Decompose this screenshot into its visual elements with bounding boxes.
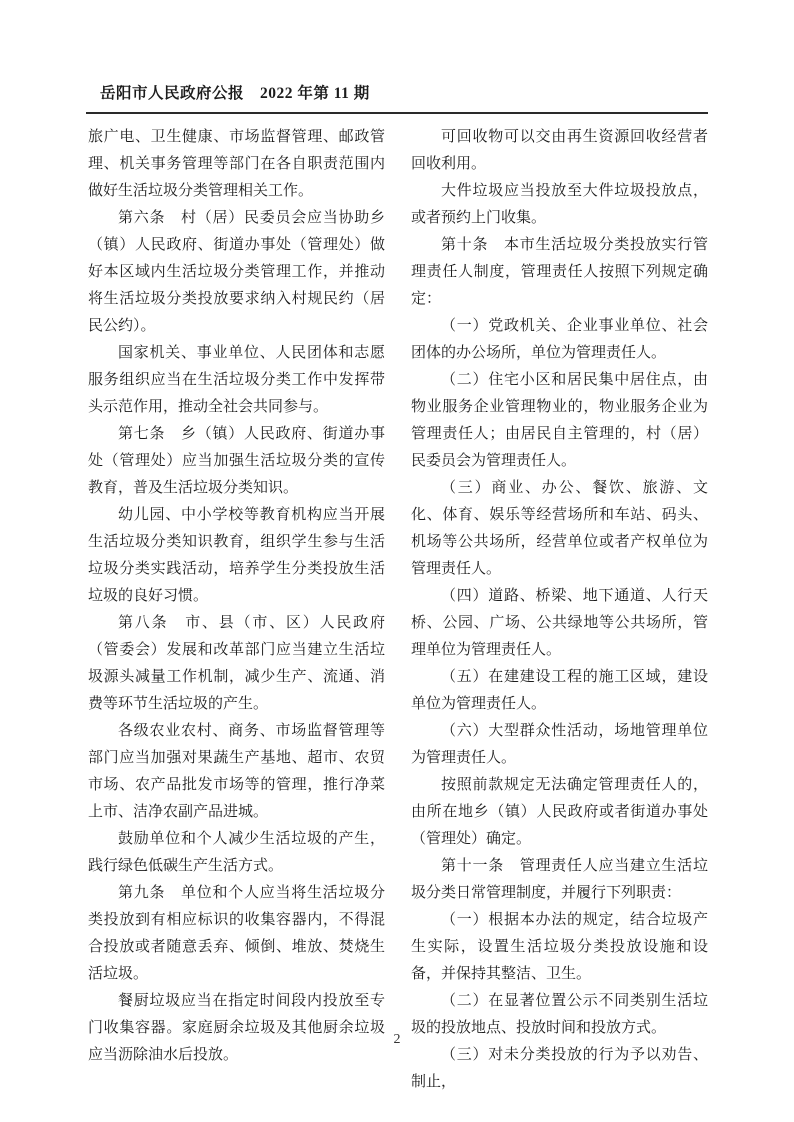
left-column [88,124,385,1096]
paragraph: （二）住宅小区和居民集中居住点，由物业服务企业管理物业的，物业服务企业为管理责任人；由居民自主管理的，村（居）民委员会为管理责任人。 [411,372,708,469]
paragraph: 第九条 单位和个人应当将生活垃圾分类投放到有相应标识的收集容器内，不得混合投放或者随意丢弃、倾倒、堆放、焚烧生活垃圾。 [88,885,385,982]
paragraph: 幼儿园、中小学校等教育机构应当开展生活垃圾分类知识教育，组织学生参与生活垃圾分类实践活动，培养学生分类投放生活垃圾的良好习惯。 [88,507,385,604]
paragraph: 第八条 市、县（市、区）人民政府（管委会）发展和改革部门应当建立生活垃圾源头减量工作机制，减少生产、流通、消费等环节生活垃圾的产生。 [88,615,385,712]
right-column [411,124,708,1096]
paragraph: 第六条 村（居）民委员会应当协助乡（镇）人民政府、街道办事处（管理处）做好本区域内生活垃圾分类管理工作，并推动将生活垃圾分类投放要求纳入村规民约（居民公约）。 [88,210,385,334]
paragraph: 大件垃圾应当投放至大件垃圾投放点，或者预约上门收集。 [411,183,708,226]
page-footer [0,1030,794,1048]
paragraph: 旅广电、卫生健康、市场监督管理、邮政管理、机关事务管理等部门在各自职责范围内做好生活垃圾分类管理相关工作。 [88,129,385,199]
paragraph: 各级农业农村、商务、市场监督管理等部门应当加强对果蔬生产基地、超市、农贸市场、农产品批发市场等的管理，推行净菜上市、洁净农副产品进城。 [88,723,385,820]
gazette-title: 岳阳市人民政府公报 2022 年第 11 期 [100,85,370,102]
paragraph: 国家机关、事业单位、人民团体和志愿服务组织应当在生活垃圾分类工作中发挥带头示范作用，推动全社会共同参与。 [88,345,385,415]
paragraph: （六）大型群众性活动，场地管理单位为管理责任人。 [411,723,708,766]
paragraph: 第七条 乡（镇）人民政府、街道办事处（管理处）应当加强生活垃圾分类的宣传教育，普及生活垃圾分类知识。 [88,426,385,496]
page-number: 2 [393,1032,401,1047]
page-header [86,84,708,114]
paragraph: （四）道路、桥梁、地下通道、人行天桥、公园、广场、公共绿地等公共场所，管理单位为管理责任人。 [411,588,708,658]
header-rule [86,112,708,114]
paragraph: 可回收物可以交由再生资源回收经营者回收利用。 [411,129,708,172]
paragraph: （三）对未分类投放的行为予以劝告、制止， [411,1047,708,1090]
paragraph: 鼓励单位和个人减少生活垃圾的产生，践行绿色低碳生产生活方式。 [88,831,385,874]
two-column-body [88,124,708,1096]
paragraph: （三）商业、办公、餐饮、旅游、文化、体育、娱乐等经营场所和车站、码头、机场等公共场所，经营单位或者产权单位为管理责任人。 [411,480,708,577]
paragraph: 第十条 本市生活垃圾分类投放实行管理责任人制度，管理责任人按照下列规定确定： [411,237,708,307]
paragraph: 餐厨垃圾应当在指定时间段内投放至专门收集容器。家庭厨余垃圾及其他厨余垃圾应当沥除油水后投放。 [88,993,385,1063]
paragraph: （一）根据本办法的规定，结合垃圾产生实际，设置生活垃圾分类投放设施和设备，并保持其整洁、卫生。 [411,912,708,982]
paragraph: （一）党政机关、企业事业单位、社会团体的办公场所，单位为管理责任人。 [411,318,708,361]
paragraph: （二）在显著位置公示不同类别生活垃圾的投放地点、投放时间和投放方式。 [411,993,708,1036]
paragraph: 第十一条 管理责任人应当建立生活垃圾分类日常管理制度，并履行下列职责： [411,858,708,901]
paragraph: （五）在建建设工程的施工区域，建设单位为管理责任人。 [411,669,708,712]
paragraph: 按照前款规定无法确定管理责任人的，由所在地乡（镇）人民政府或者街道办事处（管理处）确定。 [411,777,708,847]
